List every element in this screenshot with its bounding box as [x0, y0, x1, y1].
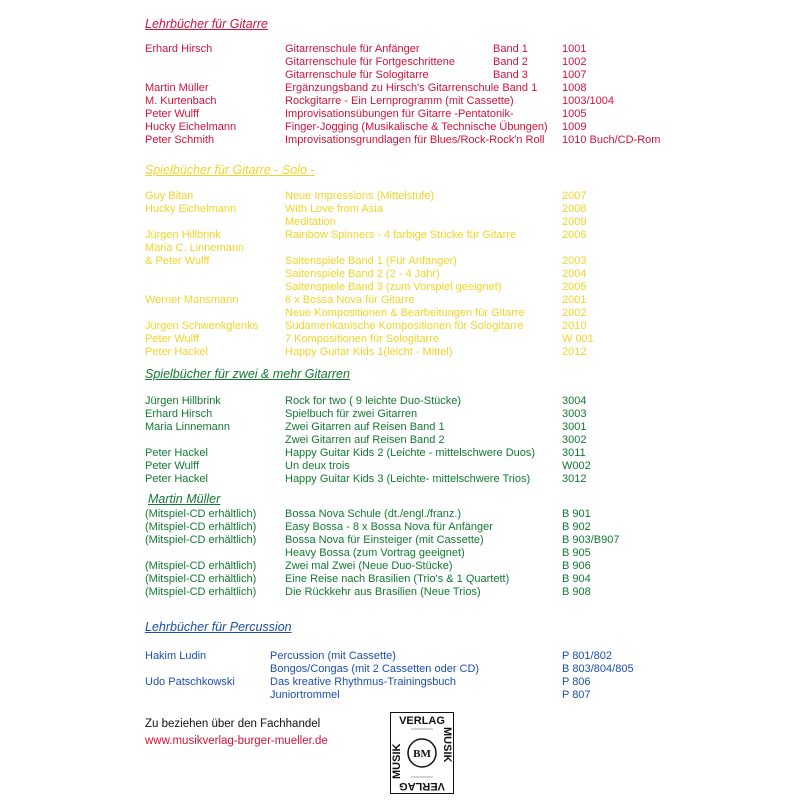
item-number: 2001 — [562, 294, 587, 306]
item-author: Guy Bitan — [145, 190, 194, 202]
item-title: Bossa Nova für Einsteiger (mit Cassette) — [285, 534, 484, 546]
item-author: Jürgen Hillbrink — [145, 229, 221, 241]
item-author: (Mitspiel-CD erhältlich) — [145, 586, 257, 598]
item-number: 2005 — [562, 281, 587, 293]
item-title: 6 x Bossa Nova für Gitarre — [285, 294, 415, 306]
item-title: Neue Impressions (Mittelstufe) — [285, 190, 435, 202]
logo-text-left: MUSIK — [391, 743, 403, 779]
item-author: Peter Hackel — [145, 346, 208, 358]
item-number: 1005 — [562, 108, 587, 120]
item-title: Zwei mal Zwei (Neue Duo-Stücke) — [285, 560, 453, 572]
footer-note: Zu beziehen über den Fachhandel — [145, 718, 321, 730]
section-heading-guitar-solo: Spielbücher für Gitarre - Solo - — [145, 163, 315, 177]
item-author: Peter Wulff — [145, 460, 200, 472]
item-title: Easy Bossa - 8 x Bossa Nova für Anfänger — [285, 521, 493, 533]
item-number: P 807 — [562, 689, 591, 701]
item-number: P 801/802 — [562, 650, 612, 662]
item-number: 1001 — [562, 43, 587, 55]
item-number: B 906 — [562, 560, 591, 572]
item-number: 2006 — [562, 229, 587, 241]
item-number: B 905 — [562, 547, 591, 559]
item-author: & Peter Wulff — [145, 255, 210, 267]
item-title: Ergänzungsband zu Hirsch's Gitarrenschule Band 1 — [285, 82, 538, 94]
item-author: Peter Hackel — [145, 473, 208, 485]
item-title: Rockgitarre - Ein Lernprogramm (mit Cassette) — [285, 95, 514, 107]
item-title: Saitenspiele Band 1 (Für Anfänger) — [285, 255, 457, 267]
item-author: (Mitspiel-CD erhältlich) — [145, 508, 257, 520]
item-title: Eine Reise nach Brasilien (Trio's & 1 Quartett) — [285, 573, 510, 585]
section-heading-two-more-guitars: Spielbücher für zwei & mehr Gitarren — [145, 367, 350, 381]
item-author: Hucky Eichelmann — [145, 203, 237, 215]
item-number: 2010 — [562, 320, 587, 332]
item-title: Südamerikanische Kompositionen für Sologitarre — [285, 320, 524, 332]
item-author: Udo Patschkowski — [145, 676, 235, 688]
item-author: (Mitspiel-CD erhältlich) — [145, 573, 257, 585]
item-number: B 903/B907 — [562, 534, 620, 546]
item-author: Hakim Ludin — [145, 650, 207, 662]
item-title: Zwei Gitarren auf Reisen Band 1 — [285, 421, 445, 433]
item-author: Maria C. Linnemann — [145, 242, 245, 254]
item-number: 3003 — [562, 408, 587, 420]
item-title: Gitarrenschule für Fortgeschrittene — [285, 56, 455, 68]
item-band: Band 2 — [493, 56, 528, 68]
item-band: Band 1 — [493, 43, 528, 55]
item-number: 1007 — [562, 69, 587, 81]
logo-text-bottom: VERLAG — [399, 780, 445, 792]
section-heading-percussion: Lehrbücher für Percussion — [145, 620, 292, 634]
item-title: Percussion (mit Cassette) — [270, 650, 396, 662]
item-title: Die Rückkehr aus Brasilien (Neue Trios) — [285, 586, 481, 598]
item-author: Peter Wulff — [145, 108, 200, 120]
item-number: W002 — [562, 460, 591, 472]
item-author: Peter Schmith — [145, 134, 215, 146]
item-author: (Mitspiel-CD erhältlich) — [145, 560, 257, 572]
item-number: B 902 — [562, 521, 591, 533]
item-title: Rock for two ( 9 leichte Duo-Stücke) — [285, 395, 462, 407]
item-author: Hucky Eichelmann — [145, 121, 237, 133]
item-title: Un deux trois — [285, 460, 350, 472]
item-number: 2007 — [562, 190, 587, 202]
item-title: Bossa Nova Schule (dt./engl./franz.) — [285, 508, 462, 520]
item-number: 3011 — [562, 447, 586, 459]
item-title: Improvisationsübungen für Gitarre -Pentatonik- — [285, 108, 514, 120]
publisher-logo-graphic — [391, 713, 453, 793]
item-title: Happy Guitar Kids 2 (Leichte - mittelschwere Duos) — [285, 447, 536, 459]
item-title: Rainbow Spinners - 4 farbige Stücke für Gitarre — [285, 229, 517, 241]
item-title: Zwei Gitarren auf Reisen Band 2 — [285, 434, 445, 446]
item-number: 3001 — [562, 421, 587, 433]
item-title: Gitarrenschule für Sologitarre — [285, 69, 429, 81]
item-title: Meditation — [285, 216, 336, 228]
item-band: Band 3 — [493, 69, 528, 81]
item-title: Happy Guitar Kids 3 (Leichte- mittelschwere Trios) — [285, 473, 531, 485]
item-title: Saitenspiele Band 2 (2 - 4 Jahr) — [285, 268, 440, 280]
item-number: 2002 — [562, 307, 587, 319]
logo-text-right: MUSIK — [441, 727, 453, 763]
item-author: Maria Linnemann — [145, 421, 230, 433]
section-heading-martin-mueller: Martin Müller — [148, 492, 221, 506]
item-title: Happy Guitar Kids 1(leicht - Mittel) — [285, 346, 453, 358]
item-title: Improvisationsgrundlagen für Blues/Rock-Rock'n Roll — [285, 134, 545, 146]
item-number: 1002 — [562, 56, 587, 68]
item-number: 1010 Buch/CD-Rom — [562, 134, 661, 146]
item-title: Spielbuch für zwei Gitarren — [285, 408, 418, 420]
item-number: 3004 — [562, 395, 587, 407]
item-author: M. Kurtenbach — [145, 95, 217, 107]
item-number: P 806 — [562, 676, 591, 688]
item-number: 2003 — [562, 255, 587, 267]
item-number: 3002 — [562, 434, 587, 446]
item-author: (Mitspiel-CD erhältlich) — [145, 534, 257, 546]
item-title: With Love from Asia — [285, 203, 383, 215]
item-title: Juniortrommel — [270, 689, 340, 701]
item-title: Das kreative Rhythmus-Trainingsbuch — [270, 676, 457, 688]
item-author: Erhard Hirsch — [145, 43, 213, 55]
item-number: B 901 — [562, 508, 591, 520]
item-author: (Mitspiel-CD erhältlich) — [145, 521, 257, 533]
item-author: Jürgen Schwenkglenks — [145, 320, 259, 332]
logo-text-top: VERLAG — [399, 715, 445, 727]
item-title: Gitarrenschule für Anfänger — [285, 43, 420, 55]
item-author: Erhard Hirsch — [145, 408, 213, 420]
item-number: 2004 — [562, 268, 587, 280]
item-title: Heavy Bossa (zum Vortrag geeignet) — [285, 547, 465, 559]
item-number: B 908 — [562, 586, 591, 598]
item-author: Peter Wulff — [145, 333, 200, 345]
item-author: Peter Hackel — [145, 447, 208, 459]
item-number: B 904 — [562, 573, 591, 585]
item-author: Werner Mansmann — [145, 294, 239, 306]
footer-website-link[interactable]: www.musikverlag-burger-mueller.de — [145, 735, 328, 747]
item-number: 2008 — [562, 203, 587, 215]
item-number: B 803/804/805 — [562, 663, 634, 675]
item-number: 1003/1004 — [562, 95, 614, 107]
publisher-logo-icon — [390, 712, 454, 794]
item-number: 2009 — [562, 216, 587, 228]
logo-text-center: BM — [413, 748, 431, 760]
item-number: 1008 — [562, 82, 587, 94]
item-author: Jürgen Hillbrink — [145, 395, 221, 407]
item-title: Saitenspiele Band 3 (zum Vorspiel geeignet) — [285, 281, 502, 293]
item-number: 3012 — [562, 473, 587, 485]
item-title: Bongos/Congas (mit 2 Cassetten oder CD) — [270, 663, 480, 675]
item-number: W 001 — [562, 333, 594, 345]
item-title: Finger-Jogging (Musikalische & Technische Übungen) — [285, 121, 548, 133]
item-author: Martin Müller — [145, 82, 209, 94]
item-number: 1009 — [562, 121, 587, 133]
item-number: 2012 — [562, 346, 587, 358]
section-heading-guitar-textbooks: Lehrbücher für Gitarre — [145, 17, 268, 31]
item-title: 7 Kompositionen für Sologitarre — [285, 333, 440, 345]
item-title: Neue Kompositionen & Bearbeitungen für Gitarre — [285, 307, 525, 319]
